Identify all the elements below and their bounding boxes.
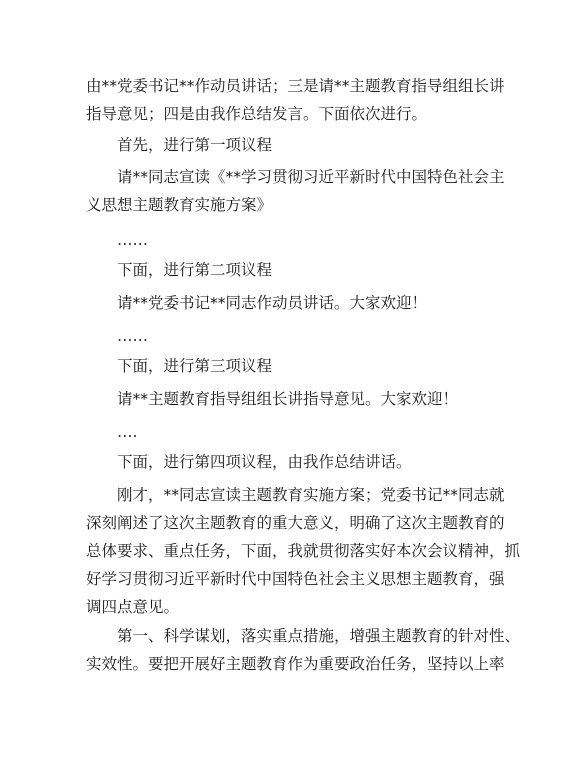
text-line: 义思想主题教育实施方案》: [86, 196, 273, 214]
text-line: 总体要求、重点任务，下面，我就贯彻落实好本次会议精神，抓: [86, 542, 521, 560]
text-line: 请**党委书记**同志作动员讲话。大家欢迎！: [117, 294, 428, 312]
text-line: 请**同志宣读《**学习贯彻习近平新时代中国特色社会主: [117, 168, 505, 186]
paragraph: [117, 256, 537, 284]
paragraph: [117, 418, 537, 446]
text-line: 由**党委书记**作动员讲话；三是请**主题教育指导组组长讲: [86, 77, 505, 95]
paragraph: [86, 163, 506, 219]
text-line: 第一、科学谋划，落实重点措施，增强主题教育的针对性、: [117, 627, 521, 645]
text-line: 首先，进行第一项议程: [117, 136, 273, 154]
text-line: 下面，进行第三项议程: [117, 357, 273, 375]
paragraph: [117, 131, 537, 159]
text-line: 指导意见；四是由我作总结发言。下面依次进行。: [86, 105, 428, 123]
paragraph: [86, 72, 506, 128]
text-line: 好学习贯彻习近平新时代中国特色社会主义思想主题教育，强: [86, 570, 505, 588]
text-line: 深刻阐述了这次主题教育的重大意义，明确了这次主题教育的: [86, 514, 505, 532]
text-line: 下面，进行第二项议程: [117, 261, 273, 279]
text-line: ……: [117, 327, 148, 345]
paragraph: [117, 448, 537, 476]
text-line: ….: [117, 423, 138, 441]
text-line: 请**主题教育指导组组长讲指导意见。大家欢迎！: [117, 390, 459, 408]
text-line: ……: [117, 231, 148, 249]
text-line: 调四点意见。: [86, 598, 180, 616]
paragraph: [117, 352, 537, 380]
paragraph: [86, 622, 521, 678]
paragraph: [117, 289, 537, 317]
text-line: 实效性。要把开展好主题教育作为重要政治任务，坚持以上率: [86, 655, 505, 673]
text-line: 下面，进行第四项议程，由我作总结讲话。: [117, 453, 412, 471]
text-line: 刚才，**同志宣读主题教育实施方案；党委书记**同志就: [117, 486, 505, 504]
paragraph: [117, 385, 537, 413]
paragraph: [117, 322, 537, 350]
paragraph: [86, 481, 521, 621]
paragraph: [117, 226, 537, 254]
